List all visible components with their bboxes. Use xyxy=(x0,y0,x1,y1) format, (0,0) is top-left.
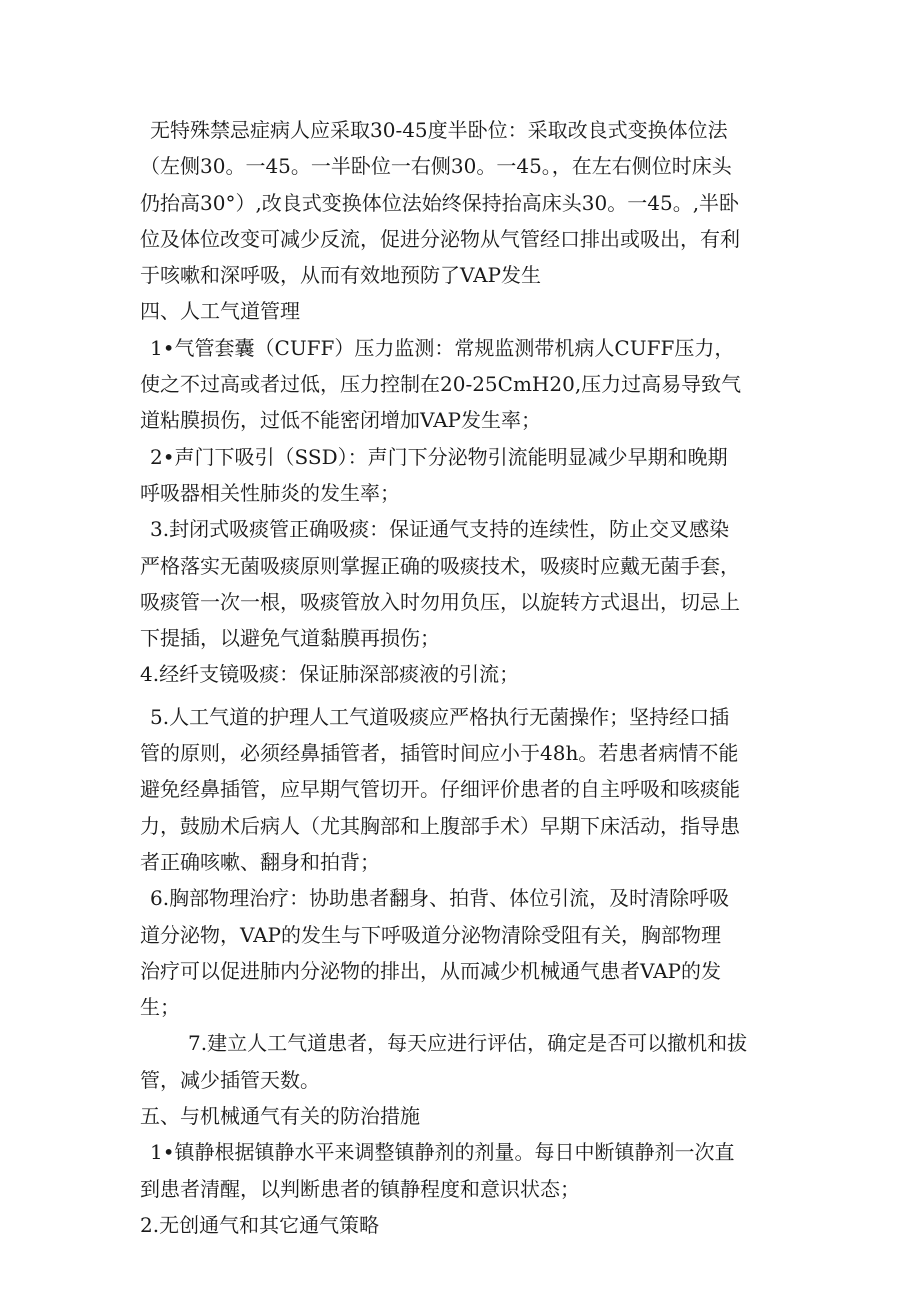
text-line: 到患者清醒，以判断患者的镇静程度和意识状态； xyxy=(140,1176,580,1201)
text-line: 力，鼓励术后病人（尤其胸部和上腹部手术）早期下床活动，指导患 xyxy=(140,813,740,838)
text-line: 无特殊禁忌症病人应采取30-45度半卧位：采取改良式变换体位法 xyxy=(150,118,728,142)
text-line: 3.封闭式吸痰管正确吸痰：保证通气支持的连续性，防止交叉感染 xyxy=(150,517,730,542)
text-line: 2.无创通气和其它通气策略 xyxy=(140,1212,380,1237)
text-line: 2•声门下吸引（SSD）：声门下分泌物引流能明显减少早期和晚期 xyxy=(150,444,728,469)
text-line: 6.胸部物理治疗：协助患者翻身、拍背、体位引流，及时清除呼吸 xyxy=(150,886,730,911)
text-line: 5.人工气道的护理人工气道吸痰应严格执行无菌操作；坚持经口插 xyxy=(150,704,730,729)
text-line: 者正确咳嗽、翻身和拍背； xyxy=(140,849,380,874)
text-line: 于咳嗽和深呼吸，从而有效地预防了VAP发生 xyxy=(140,263,541,288)
text-line: 道粘膜损伤，过低不能密闭增加VAP发生率； xyxy=(140,408,541,433)
text-line: 吸痰管一次一根，吸痰管放入时勿用负压，以旋转方式退出，切忌上 xyxy=(140,589,740,614)
text-line: 1•镇静根据镇静水平来调整镇静剂的剂量。每日中断镇静剂一次直 xyxy=(150,1140,735,1165)
text-line: 位及体位改变可减少反流，促进分泌物从气管经口排出或吸出，有利 xyxy=(140,226,740,251)
text-line: 使之不过高或者过低，压力控制在20-25CmH20,压力过高易导致气 xyxy=(140,372,742,397)
section-heading: 四、人工气道管理 xyxy=(140,299,300,324)
text-line: 生； xyxy=(140,995,180,1020)
text-line: 呼吸器相关性肺炎的发生率； xyxy=(140,480,400,505)
section-heading: 五、与机械通气有关的防治措施 xyxy=(140,1104,420,1129)
text-line: 管，减少插管天数。 xyxy=(140,1067,320,1092)
text-line: 下提插，以避免气道黏膜再损伤； xyxy=(140,626,440,651)
text-line: 治疗可以促进肺内分泌物的排出，从而减少机械通气患者VAP的发 xyxy=(140,958,721,983)
text-line: 管的原则，必须经鼻插管者，插管时间应小于48h。若患者病情不能 xyxy=(140,741,739,766)
text-line: （左侧30。一45。一半卧位一右侧30。一45。，在左右侧位时床头 xyxy=(140,154,732,179)
document-body xyxy=(140,112,805,1243)
text-line: 道分泌物，VAP的发生与下呼吸道分泌物清除受阻有关，胸部物理 xyxy=(140,922,721,947)
text-line: 4.经纤支镜吸痰：保证肺深部痰液的引流； xyxy=(140,662,520,687)
text-line: 仍抬高30°）,改良式变换体位法始终保持抬高床头30。一45。,半卧 xyxy=(140,190,740,215)
text-line: 7.建立人工气道患者，每天应进行评估，确定是否可以撤机和拔 xyxy=(188,1031,748,1056)
text-line: 避免经鼻插管，应早期气管切开。仔细评价患者的自主呼吸和咳痰能 xyxy=(140,777,740,802)
text-line: 严格落实无菌吸痰原则掌握正确的吸痰技术，吸痰时应戴无菌手套， xyxy=(140,553,740,578)
text-line: 1•气管套囊（CUFF）压力监测：常规监测带机病人CUFF压力， xyxy=(150,335,735,360)
